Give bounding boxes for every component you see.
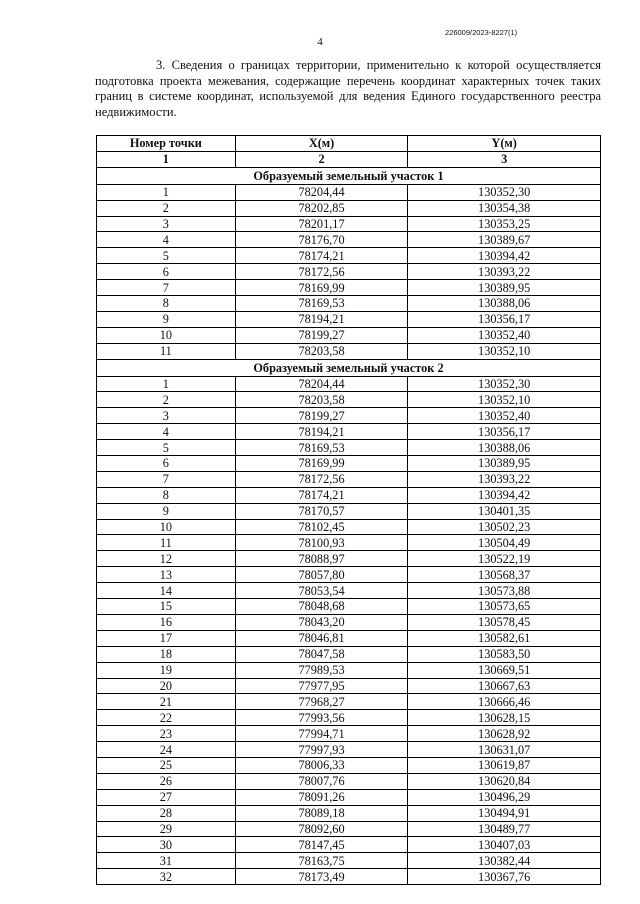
x-coordinate-cell: 78057,80: [235, 567, 408, 583]
point-number-cell: 32: [97, 869, 236, 885]
point-number-cell: 2: [97, 392, 236, 408]
table-row: [97, 471, 601, 487]
table-row: [97, 710, 601, 726]
table-row: [97, 726, 601, 742]
point-number-cell: 7: [97, 280, 236, 296]
x-coordinate-cell: 78092,60: [235, 821, 408, 837]
section-title: Образуемый земельный участок 1: [97, 167, 601, 184]
x-coordinate-cell: 78201,17: [235, 216, 408, 232]
point-number-cell: 13: [97, 567, 236, 583]
x-coordinate-cell: 77993,56: [235, 710, 408, 726]
point-number-cell: 2: [97, 200, 236, 216]
y-coordinate-cell: 130394,42: [408, 248, 601, 264]
header-y: Y(м): [408, 136, 601, 152]
point-number-cell: 16: [97, 614, 236, 630]
y-coordinate-cell: 130354,38: [408, 200, 601, 216]
point-number-cell: 3: [97, 216, 236, 232]
x-coordinate-cell: 78194,21: [235, 424, 408, 440]
y-coordinate-cell: 130669,51: [408, 662, 601, 678]
y-coordinate-cell: 130619,87: [408, 757, 601, 773]
point-number-cell: 18: [97, 646, 236, 662]
x-coordinate-cell: 78204,44: [235, 184, 408, 200]
x-coordinate-cell: 78100,93: [235, 535, 408, 551]
table-row: [97, 216, 601, 232]
y-coordinate-cell: 130382,44: [408, 853, 601, 869]
table-row: [97, 837, 601, 853]
header-point-number: Номер точки: [97, 136, 236, 152]
table-row: [97, 678, 601, 694]
table-row: [97, 535, 601, 551]
x-coordinate-cell: 78194,21: [235, 311, 408, 327]
point-number-cell: 22: [97, 710, 236, 726]
x-coordinate-cell: 78199,27: [235, 327, 408, 343]
table-row: [97, 248, 601, 264]
table-row: [97, 280, 601, 296]
y-coordinate-cell: 130620,84: [408, 773, 601, 789]
y-coordinate-cell: 130578,45: [408, 614, 601, 630]
point-number-cell: 29: [97, 821, 236, 837]
point-number-cell: 6: [97, 264, 236, 280]
point-number-cell: 27: [97, 789, 236, 805]
y-coordinate-cell: 130388,06: [408, 296, 601, 312]
y-coordinate-cell: 130352,30: [408, 184, 601, 200]
table-row: [97, 487, 601, 503]
table-row: [97, 440, 601, 456]
point-number-cell: 21: [97, 694, 236, 710]
y-coordinate-cell: 130353,25: [408, 216, 601, 232]
y-coordinate-cell: 130407,03: [408, 837, 601, 853]
y-coordinate-cell: 130352,40: [408, 327, 601, 343]
point-number-cell: 8: [97, 296, 236, 312]
table-row: [97, 232, 601, 248]
y-coordinate-cell: 130502,23: [408, 519, 601, 535]
table-row: [97, 694, 601, 710]
x-coordinate-cell: 78147,45: [235, 837, 408, 853]
x-coordinate-cell: 78176,70: [235, 232, 408, 248]
y-coordinate-cell: 130666,46: [408, 694, 601, 710]
table-row: [97, 311, 601, 327]
point-number-cell: 17: [97, 630, 236, 646]
y-coordinate-cell: 130628,15: [408, 710, 601, 726]
y-coordinate-cell: 130389,67: [408, 232, 601, 248]
point-number-cell: 19: [97, 662, 236, 678]
x-coordinate-cell: 78203,58: [235, 343, 408, 359]
point-number-cell: 14: [97, 583, 236, 599]
table-row: [97, 376, 601, 392]
table-row: [97, 392, 601, 408]
x-coordinate-cell: 78199,27: [235, 408, 408, 424]
x-coordinate-cell: 77997,93: [235, 742, 408, 758]
y-coordinate-cell: 130628,92: [408, 726, 601, 742]
section-title: Образуемый земельный участок 2: [97, 359, 601, 376]
point-number-cell: 25: [97, 757, 236, 773]
y-coordinate-cell: 130631,07: [408, 742, 601, 758]
y-coordinate-cell: 130389,95: [408, 456, 601, 472]
x-coordinate-cell: 77968,27: [235, 694, 408, 710]
table-row: [97, 567, 601, 583]
y-coordinate-cell: 130356,17: [408, 311, 601, 327]
table-row: [97, 630, 601, 646]
x-coordinate-cell: 78169,53: [235, 296, 408, 312]
document-number: 226009/2023-8227(1): [445, 28, 518, 37]
x-coordinate-cell: 78006,33: [235, 757, 408, 773]
y-coordinate-cell: 130583,50: [408, 646, 601, 662]
point-number-cell: 5: [97, 248, 236, 264]
table-row: [97, 264, 601, 280]
x-coordinate-cell: 78043,20: [235, 614, 408, 630]
point-number-cell: 15: [97, 599, 236, 615]
table-row: [97, 757, 601, 773]
column-index-3: 3: [408, 151, 601, 167]
table-row: [97, 551, 601, 567]
table-row: [97, 184, 601, 200]
section-paragraph: 3. Сведения о границах территории, применительно к которой осуществляется подготовка проекта межевания, содержащие перечень координат характерных точек таких границ в системе координат, используемой для ведения Единого государственного реестра недвижимости.: [95, 58, 601, 119]
point-number-cell: 10: [97, 519, 236, 535]
point-number-cell: 1: [97, 376, 236, 392]
point-number-cell: 5: [97, 440, 236, 456]
x-coordinate-cell: 77994,71: [235, 726, 408, 742]
y-coordinate-cell: 130522,19: [408, 551, 601, 567]
table-row: [97, 583, 601, 599]
x-coordinate-cell: 78173,49: [235, 869, 408, 885]
table-row: [97, 327, 601, 343]
x-coordinate-cell: 78174,21: [235, 248, 408, 264]
x-coordinate-cell: 78204,44: [235, 376, 408, 392]
table-row: [97, 789, 601, 805]
x-coordinate-cell: 77989,53: [235, 662, 408, 678]
x-coordinate-cell: 78102,45: [235, 519, 408, 535]
table-row: [97, 742, 601, 758]
table-row: [97, 869, 601, 885]
x-coordinate-cell: 78169,99: [235, 456, 408, 472]
y-coordinate-cell: 130568,37: [408, 567, 601, 583]
column-index-row: [97, 151, 601, 167]
y-coordinate-cell: 130389,95: [408, 280, 601, 296]
point-number-cell: 7: [97, 471, 236, 487]
x-coordinate-cell: 78169,53: [235, 440, 408, 456]
page-number: 4: [317, 36, 323, 48]
section-header-row: [97, 359, 601, 376]
y-coordinate-cell: 130393,22: [408, 471, 601, 487]
y-coordinate-cell: 130388,06: [408, 440, 601, 456]
x-coordinate-cell: 78053,54: [235, 583, 408, 599]
column-index-1: 1: [97, 151, 236, 167]
point-number-cell: 9: [97, 503, 236, 519]
table-row: [97, 662, 601, 678]
x-coordinate-cell: 78172,56: [235, 471, 408, 487]
coordinates-table: [96, 135, 601, 885]
point-number-cell: 1: [97, 184, 236, 200]
point-number-cell: 11: [97, 535, 236, 551]
point-number-cell: 4: [97, 424, 236, 440]
point-number-cell: 11: [97, 343, 236, 359]
x-coordinate-cell: 78202,85: [235, 200, 408, 216]
table-row: [97, 853, 601, 869]
table-row: [97, 773, 601, 789]
table-row: [97, 424, 601, 440]
x-coordinate-cell: 78203,58: [235, 392, 408, 408]
section-header-row: [97, 167, 601, 184]
x-coordinate-cell: 78174,21: [235, 487, 408, 503]
y-coordinate-cell: 130367,76: [408, 869, 601, 885]
x-coordinate-cell: 78048,68: [235, 599, 408, 615]
table-row: [97, 200, 601, 216]
y-coordinate-cell: 130352,40: [408, 408, 601, 424]
point-number-cell: 12: [97, 551, 236, 567]
point-number-cell: 6: [97, 456, 236, 472]
x-coordinate-cell: 78007,76: [235, 773, 408, 789]
x-coordinate-cell: 78089,18: [235, 805, 408, 821]
y-coordinate-cell: 130494,91: [408, 805, 601, 821]
point-number-cell: 28: [97, 805, 236, 821]
point-number-cell: 20: [97, 678, 236, 694]
point-number-cell: 31: [97, 853, 236, 869]
point-number-cell: 8: [97, 487, 236, 503]
table-row: [97, 503, 601, 519]
x-coordinate-cell: 78046,81: [235, 630, 408, 646]
y-coordinate-cell: 130401,35: [408, 503, 601, 519]
table-row: [97, 821, 601, 837]
table-row: [97, 519, 601, 535]
y-coordinate-cell: 130573,88: [408, 583, 601, 599]
y-coordinate-cell: 130582,61: [408, 630, 601, 646]
y-coordinate-cell: 130489,77: [408, 821, 601, 837]
y-coordinate-cell: 130667,63: [408, 678, 601, 694]
table-body: [97, 151, 601, 884]
x-coordinate-cell: 78047,58: [235, 646, 408, 662]
y-coordinate-cell: 130352,10: [408, 392, 601, 408]
table-row: [97, 343, 601, 359]
y-coordinate-cell: 130356,17: [408, 424, 601, 440]
table-row: [97, 456, 601, 472]
point-number-cell: 10: [97, 327, 236, 343]
y-coordinate-cell: 130393,22: [408, 264, 601, 280]
y-coordinate-cell: 130504,49: [408, 535, 601, 551]
x-coordinate-cell: 78172,56: [235, 264, 408, 280]
point-number-cell: 23: [97, 726, 236, 742]
y-coordinate-cell: 130394,42: [408, 487, 601, 503]
x-coordinate-cell: 78091,26: [235, 789, 408, 805]
y-coordinate-cell: 130352,30: [408, 376, 601, 392]
table-row: [97, 296, 601, 312]
x-coordinate-cell: 78163,75: [235, 853, 408, 869]
table-row: [97, 646, 601, 662]
header-x: X(м): [235, 136, 408, 152]
table-row: [97, 614, 601, 630]
y-coordinate-cell: 130496,29: [408, 789, 601, 805]
point-number-cell: 26: [97, 773, 236, 789]
x-coordinate-cell: 78169,99: [235, 280, 408, 296]
x-coordinate-cell: 78170,57: [235, 503, 408, 519]
point-number-cell: 3: [97, 408, 236, 424]
x-coordinate-cell: 77977,95: [235, 678, 408, 694]
table-header-row: [97, 136, 601, 152]
point-number-cell: 9: [97, 311, 236, 327]
table-row: [97, 805, 601, 821]
point-number-cell: 24: [97, 742, 236, 758]
table-row: [97, 599, 601, 615]
table-row: [97, 408, 601, 424]
point-number-cell: 30: [97, 837, 236, 853]
column-index-2: 2: [235, 151, 408, 167]
y-coordinate-cell: 130573,65: [408, 599, 601, 615]
x-coordinate-cell: 78088,97: [235, 551, 408, 567]
y-coordinate-cell: 130352,10: [408, 343, 601, 359]
point-number-cell: 4: [97, 232, 236, 248]
